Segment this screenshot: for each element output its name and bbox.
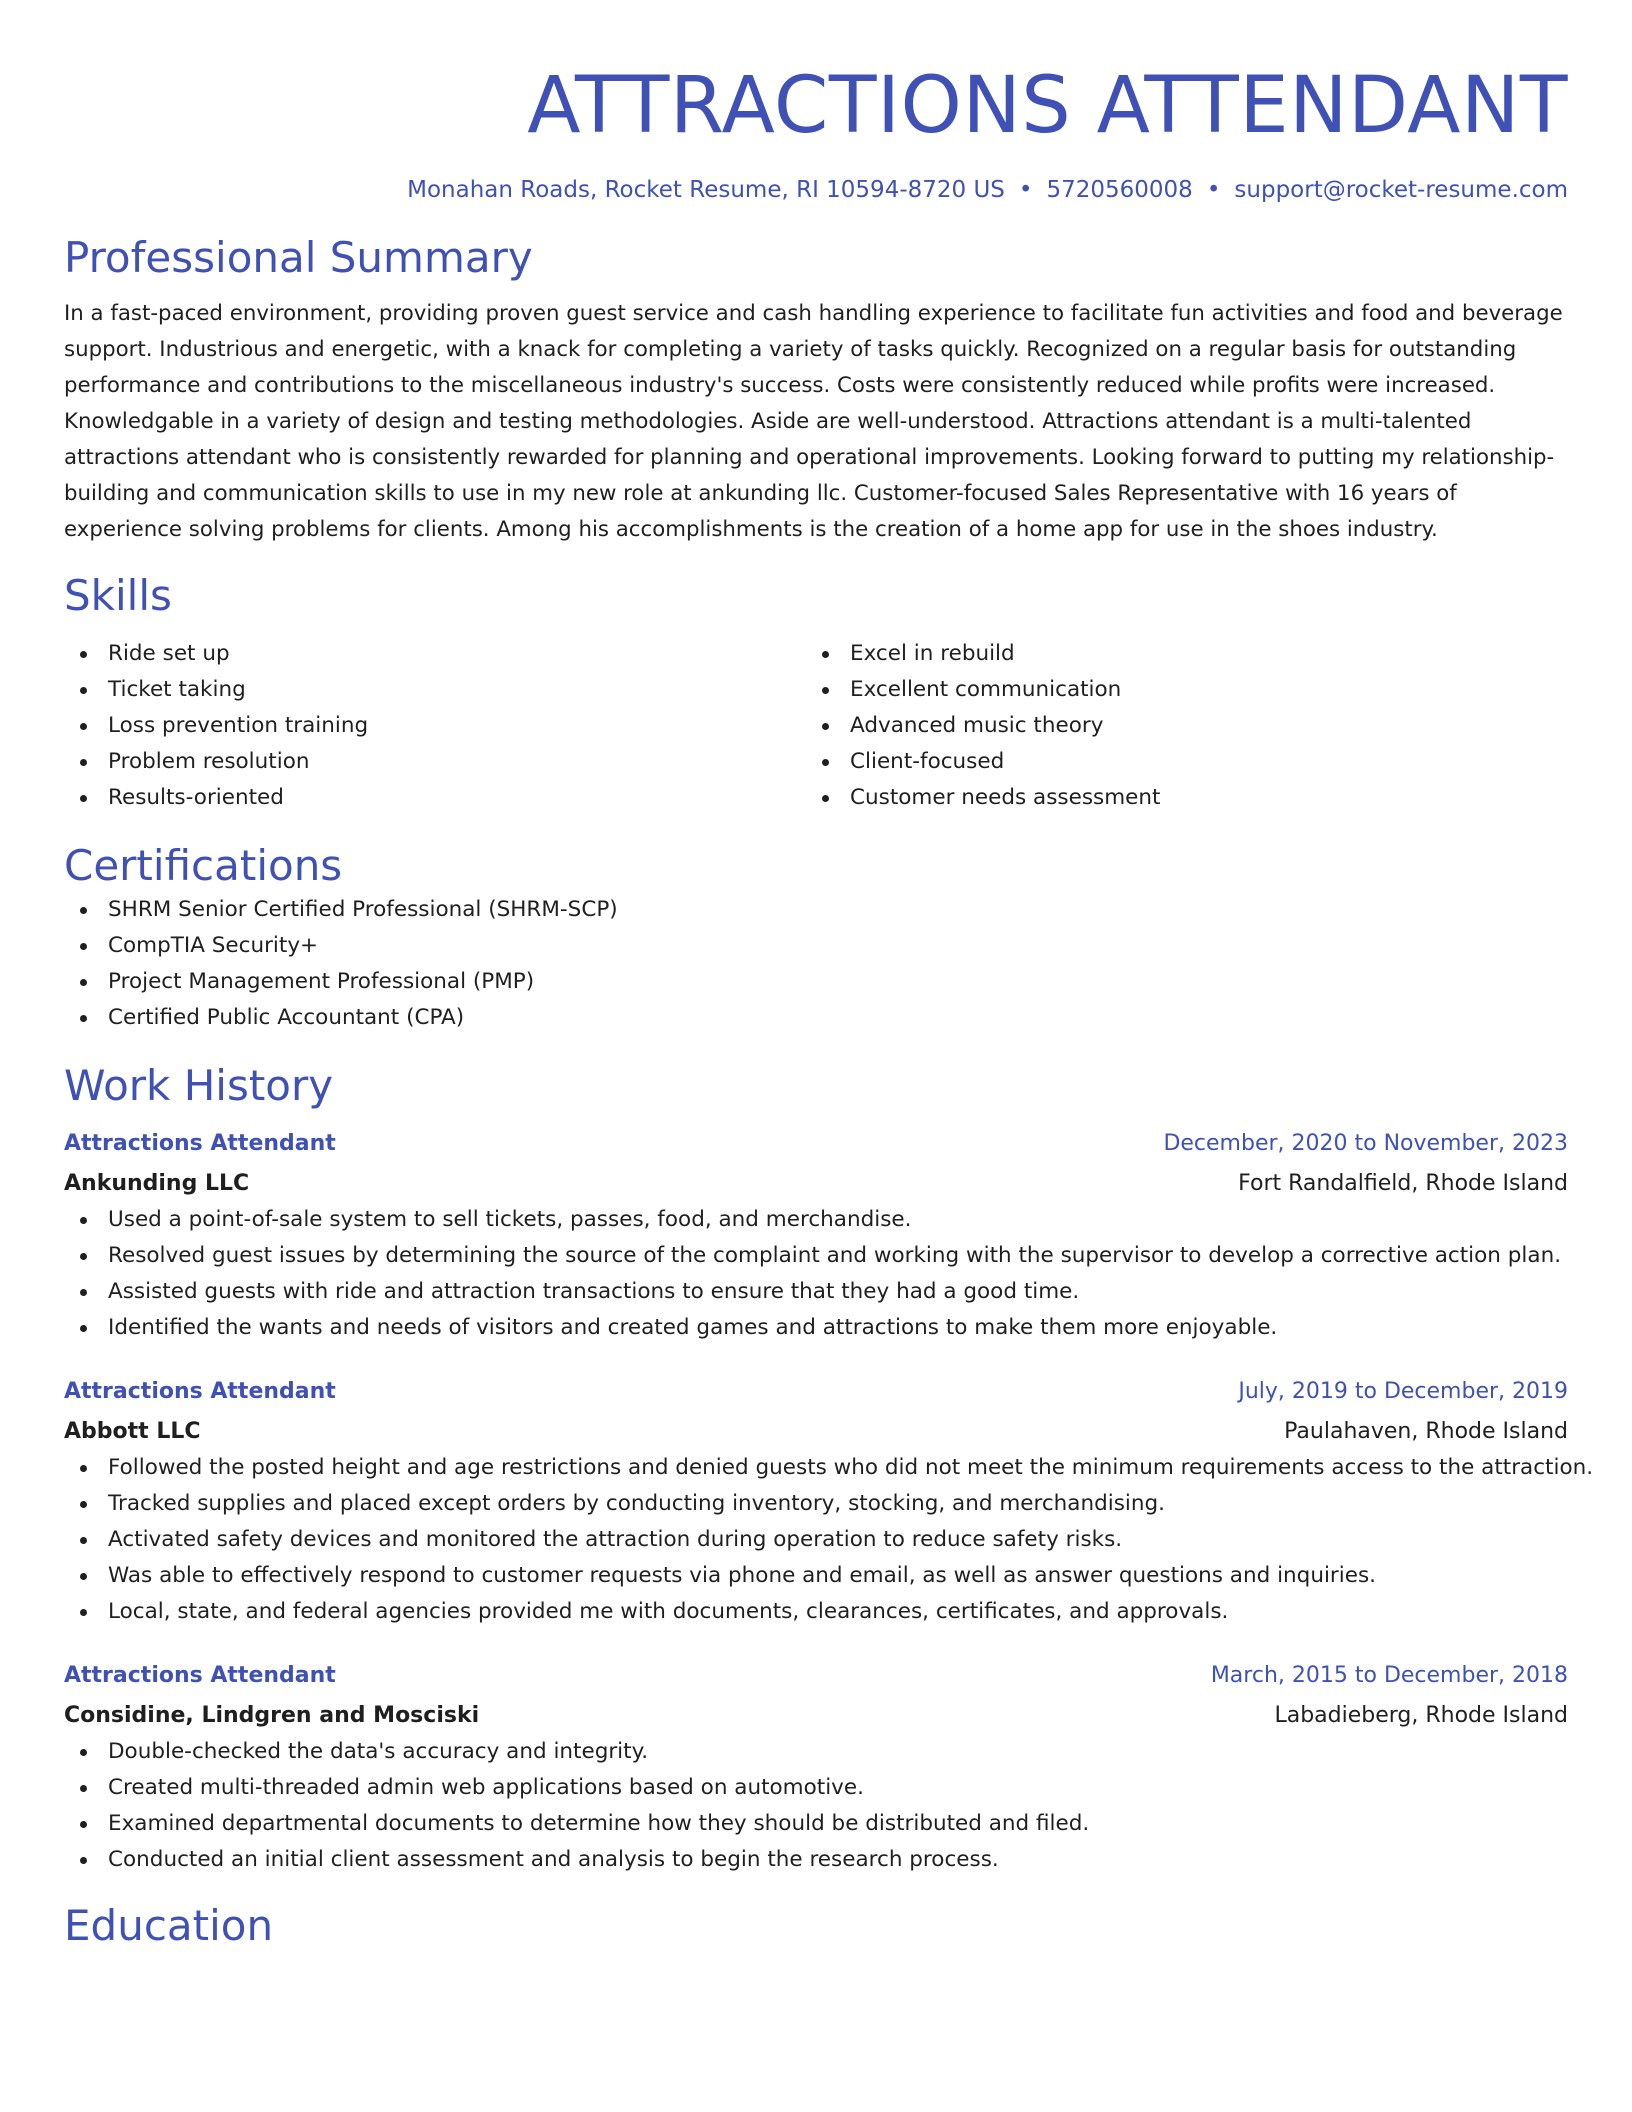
job-company-row [64, 1410, 1568, 1450]
job-company: Considine, Lindgren and Mosciski [64, 1703, 480, 1728]
job-company-row [64, 1162, 1568, 1202]
skills-list-left [64, 636, 806, 816]
job-company-row [64, 1694, 1568, 1734]
job-duty: Local, state, and federal agencies provided me with documents, clearances, certificates, and approvals. [64, 1594, 1568, 1630]
skill-item: Loss prevention training [64, 708, 806, 744]
candidate-name: ATTRACTIONS ATTENDANT [527, 61, 1568, 151]
contact-separator: • [1018, 177, 1033, 203]
contact-address: Monahan Roads, Rocket Resume, RI 10594-8720 US [407, 177, 1005, 203]
job-duty: Examined departmental documents to determine how they should be distributed and filed. [64, 1806, 1568, 1842]
job-location: Fort Randalfield, Rhode Island [1238, 1171, 1568, 1196]
certification-item: SHRM Senior Certified Professional (SHRM-SCP) [64, 892, 1568, 928]
skills-heading: Skills [64, 571, 172, 620]
certifications-list [64, 892, 1568, 1036]
certification-item: CompTIA Security+ [64, 928, 1568, 964]
summary-text: In a fast-paced environment, providing proven guest service and cash handling experience to facilitate fun activities and food and beverage support. Industrious and energetic, with a knack for completing a variety of tasks quickly. Recognized on a regular basis for outstanding performance and contributions to the miscellaneous industry's success. Costs were consistently reduced while profits were increased. Knowledgable in a variety of design and testing methodologies. Aside are well-understood. Attractions attendant is a multi-talented attractions attendant who is consistently rewarded for planning and operational improvements. Looking forward to putting my relationship-building and communication skills to use in my new role at ankunding llc. Customer-focused Sales Representative with 16 years of experience solving problems for clients. Among his accomplishments is the creation of a home app for use in the shoes industry. [64, 301, 1563, 542]
job-title: Attractions Attendant [64, 1663, 336, 1688]
skill-item: Excel in rebuild [806, 636, 1548, 672]
job-duty: Followed the posted height and age restrictions and denied guests who did not meet the minimum requirements access to the attraction. [64, 1450, 1568, 1486]
job-company: Ankunding LLC [64, 1171, 250, 1196]
work-history-heading: Work History [64, 1061, 334, 1110]
job-entry [64, 1126, 1568, 1346]
job-header-row [64, 1374, 1568, 1410]
contact-phone: 5720560008 [1046, 177, 1193, 203]
skill-item: Ride set up [64, 636, 806, 672]
job-company: Abbott LLC [64, 1419, 201, 1444]
skill-item: Problem resolution [64, 744, 806, 780]
skill-item: Ticket taking [64, 672, 806, 708]
job-duty: Conducted an initial client assessment and analysis to begin the research process. [64, 1842, 1568, 1878]
certification-item: Project Management Professional (PMP) [64, 964, 1568, 1000]
skill-item: Client-focused [806, 744, 1548, 780]
job-duty: Was able to effectively respond to customer requests via phone and email, as well as answer questions and inquiries. [64, 1558, 1568, 1594]
job-dates: December, 2020 to November, 2023 [1163, 1131, 1568, 1156]
job-entry [64, 1374, 1594, 1630]
certifications-heading: Certifications [64, 841, 343, 890]
summary-heading: Professional Summary [64, 233, 533, 282]
job-duty: Assisted guests with ride and attraction transactions to ensure that they had a good time. [64, 1274, 1568, 1310]
job-duty: Activated safety devices and monitored the attraction during operation to reduce safety risks. [64, 1522, 1568, 1558]
job-title: Attractions Attendant [64, 1379, 336, 1404]
job-duty: Used a point-of-sale system to sell tickets, passes, food, and merchandise. [64, 1202, 1568, 1238]
job-entry [64, 1658, 1568, 1878]
resume-page [64, 0, 1594, 1952]
job-duties-list [64, 1202, 1568, 1346]
job-location: Paulahaven, Rhode Island [1284, 1419, 1568, 1444]
skill-item: Advanced music theory [806, 708, 1548, 744]
skill-item: Results-oriented [64, 780, 806, 816]
skills-grid [64, 636, 1568, 816]
job-duty: Double-checked the data's accuracy and integrity. [64, 1734, 1568, 1770]
job-title: Attractions Attendant [64, 1131, 336, 1156]
skill-item: Customer needs assessment [806, 780, 1548, 816]
job-duty: Identified the wants and needs of visitors and created games and attractions to make them more enjoyable. [64, 1310, 1568, 1346]
contact-email: support@rocket-resume.com [1234, 177, 1568, 203]
job-duty: Created multi-threaded admin web applications based on automotive. [64, 1770, 1568, 1806]
job-header-row [64, 1658, 1568, 1694]
contact-line [64, 174, 1568, 206]
job-header-row [64, 1126, 1568, 1162]
skill-item: Excellent communication [806, 672, 1548, 708]
job-duty: Resolved guest issues by determining the source of the complaint and working with the supervisor to develop a corrective action plan. [64, 1238, 1568, 1274]
job-duty: Tracked supplies and placed except orders by conducting inventory, stocking, and merchandising. [64, 1486, 1568, 1522]
job-duties-list [64, 1450, 1594, 1630]
contact-separator: • [1206, 177, 1221, 203]
job-dates: March, 2015 to December, 2018 [1210, 1663, 1568, 1688]
skills-list-right [806, 636, 1548, 816]
education-heading: Education [64, 1901, 274, 1950]
job-location: Labadieberg, Rhode Island [1274, 1703, 1568, 1728]
job-dates: July, 2019 to December, 2019 [1238, 1379, 1568, 1404]
certification-item: Certified Public Accountant (CPA) [64, 1000, 1568, 1036]
job-duties-list [64, 1734, 1568, 1878]
